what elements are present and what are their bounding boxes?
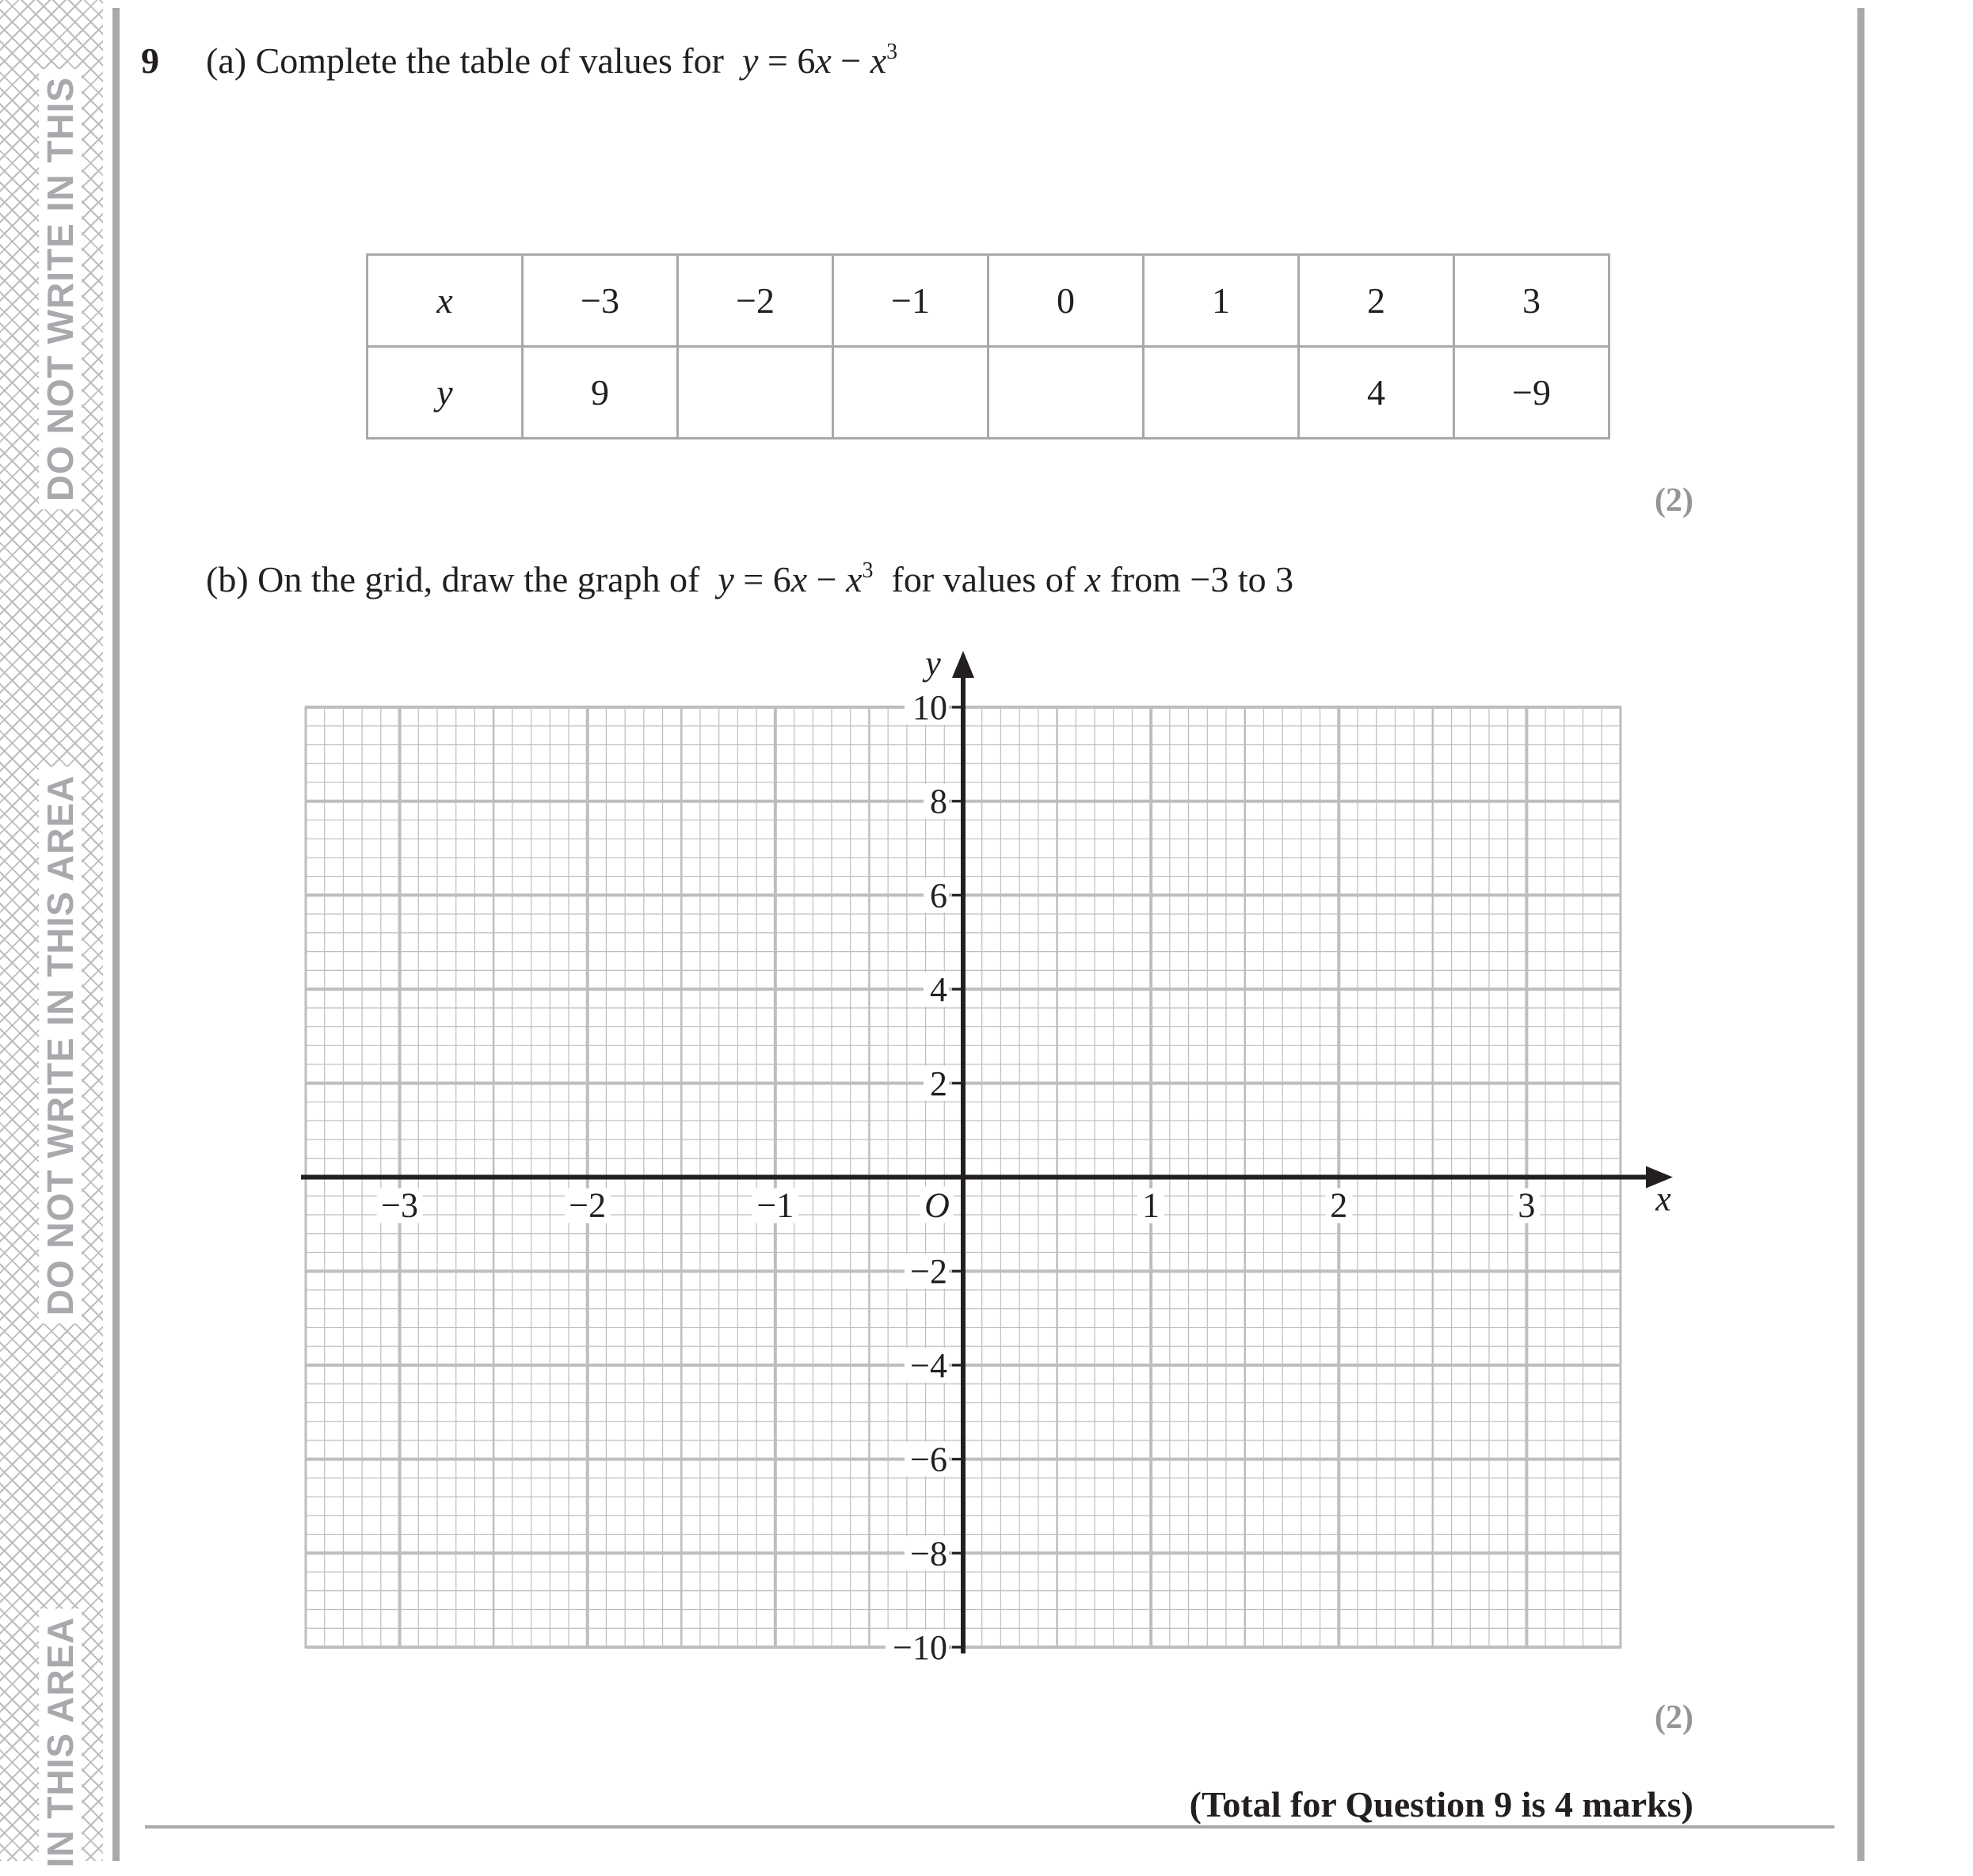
table-cell-x: 3 bbox=[1454, 255, 1609, 347]
y-axis-arrow bbox=[952, 651, 974, 678]
part-b-marks: (2) bbox=[1655, 1699, 1693, 1736]
table-cell-y[interactable]: 9 bbox=[523, 347, 678, 439]
margin-label: IN THIS AREA bbox=[39, 1609, 82, 1876]
x-tick-label: 1 bbox=[1142, 1185, 1160, 1225]
part-a-text: Complete the table of values for bbox=[255, 40, 724, 81]
table-cell-y[interactable]: 4 bbox=[1299, 347, 1454, 439]
graph-labels bbox=[377, 644, 1672, 1667]
equation-y: y bbox=[718, 559, 734, 599]
y-tick-label: 6 bbox=[930, 876, 947, 915]
part-b-text: On the grid, draw the graph of bbox=[257, 559, 700, 599]
y-tick-label: −10 bbox=[893, 1628, 947, 1667]
part-a-marks: (2) bbox=[1655, 482, 1693, 519]
equation-y: y bbox=[741, 40, 759, 81]
y-tick-label: −4 bbox=[910, 1345, 947, 1385]
part-b-var: x bbox=[1084, 559, 1101, 599]
table-cell-x: 0 bbox=[988, 255, 1144, 347]
equation-x: x bbox=[846, 559, 863, 599]
bottom-rule bbox=[145, 1825, 1834, 1828]
equation-exponent: 3 bbox=[862, 558, 874, 583]
table-row-label: y bbox=[368, 347, 523, 439]
table-cell-y[interactable]: −9 bbox=[1454, 347, 1609, 439]
question-total: (Total for Question 9 is 4 marks) bbox=[1189, 1784, 1693, 1825]
x-tick-label: 2 bbox=[1330, 1185, 1348, 1225]
equation-x: x bbox=[870, 40, 887, 81]
margin-label: DO NOT WRITE IN THIS AREA bbox=[39, 767, 82, 1324]
part-a-label: (a) bbox=[206, 40, 247, 81]
y-tick-label: 2 bbox=[930, 1064, 947, 1103]
y-tick-label: 8 bbox=[930, 782, 947, 821]
table-cell-x: −2 bbox=[678, 255, 833, 347]
equation-part: − bbox=[807, 559, 847, 599]
equation-x: x bbox=[790, 559, 808, 599]
y-tick-label: 10 bbox=[912, 688, 947, 727]
equation-part: = 6 bbox=[758, 40, 816, 81]
question-number: 9 bbox=[141, 40, 159, 81]
equation-part: − bbox=[831, 40, 870, 81]
origin-label: O bbox=[924, 1185, 950, 1225]
equation-exponent: 3 bbox=[886, 40, 898, 64]
y-tick-label: −2 bbox=[910, 1252, 947, 1292]
y-tick-label: 4 bbox=[930, 970, 947, 1010]
table-cell-x: −3 bbox=[523, 255, 678, 347]
part-b-text2: for values of bbox=[891, 559, 1076, 599]
table-cell-x: 1 bbox=[1144, 255, 1299, 347]
part-b-text3: from −3 to 3 bbox=[1110, 559, 1294, 599]
equation-part: = 6 bbox=[733, 559, 791, 599]
x-axis-label: x bbox=[1655, 1179, 1671, 1219]
table-cell-x: 2 bbox=[1299, 255, 1454, 347]
table-cell-x: −1 bbox=[833, 255, 988, 347]
x-tick-label: −1 bbox=[756, 1185, 794, 1225]
part-b-label: (b) bbox=[206, 559, 249, 599]
right-margin-rule bbox=[1857, 8, 1864, 1861]
margin-label: DO NOT WRITE IN THIS bbox=[39, 69, 82, 509]
y-tick-label: −8 bbox=[910, 1534, 947, 1573]
x-tick-label: 3 bbox=[1518, 1185, 1536, 1225]
table-row-label: x bbox=[368, 255, 523, 347]
y-axis-label: y bbox=[925, 644, 941, 683]
x-tick-label: −3 bbox=[381, 1185, 418, 1225]
equation-x: x bbox=[815, 40, 832, 81]
x-tick-label: −2 bbox=[569, 1185, 607, 1225]
y-tick-label: −6 bbox=[910, 1440, 947, 1479]
